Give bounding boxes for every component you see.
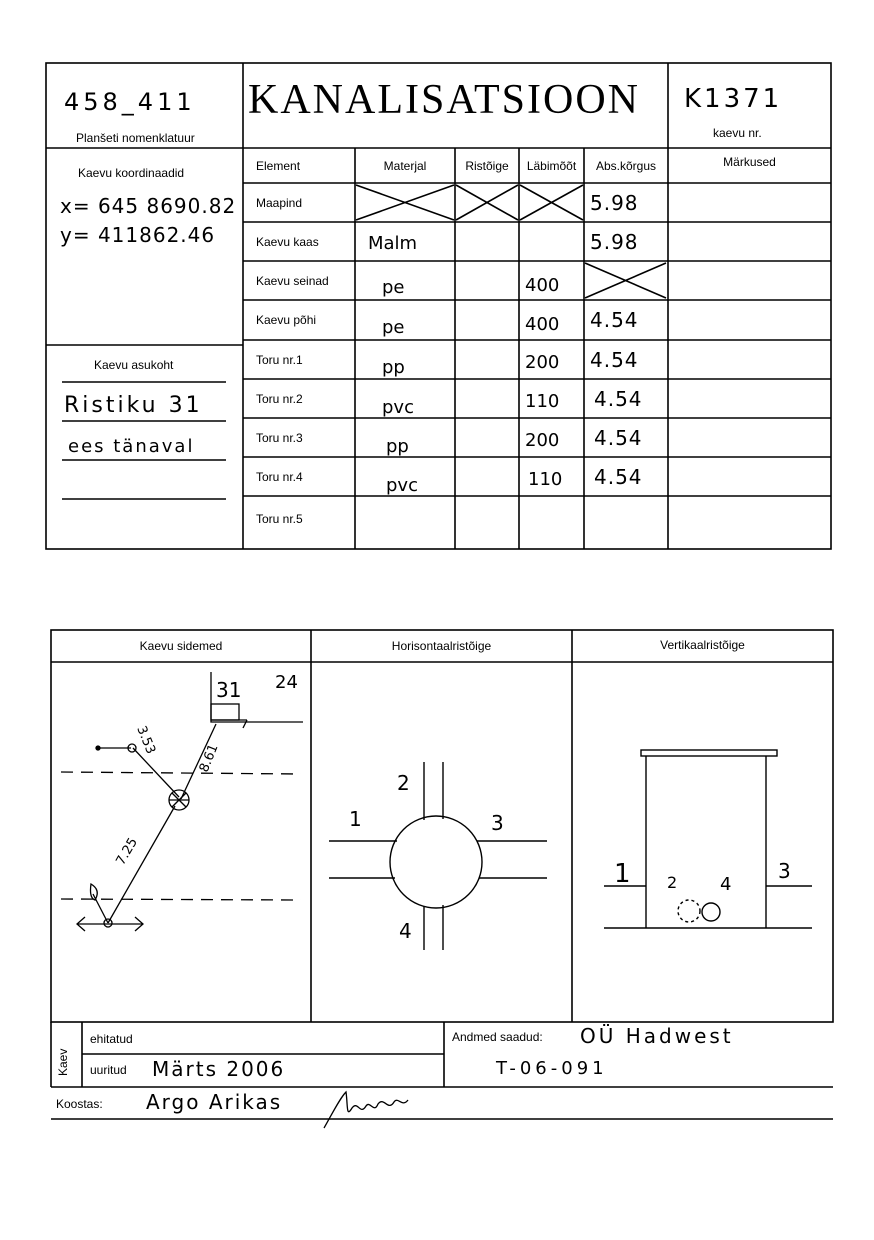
row-height: 4.54	[594, 425, 643, 450]
coordinate-x: x= 645 8690.82	[60, 194, 237, 218]
surveyed-value: Märts 2006	[152, 1057, 286, 1081]
horizontal-section-sketch	[311, 662, 572, 1022]
row-diameter: 110	[525, 391, 560, 412]
coordinate-y: y= 411862.46	[60, 223, 216, 247]
row-diameter: 200	[525, 430, 560, 451]
row-element: Toru nr.3	[256, 430, 303, 445]
row-element: Toru nr.2	[256, 391, 303, 406]
tie-line	[108, 806, 175, 923]
location-label: Kaevu asukoht	[94, 358, 174, 372]
row-diameter: 400	[525, 274, 560, 296]
building-marker	[211, 704, 239, 720]
built-label: ehitatud	[90, 1032, 133, 1046]
row-height: 4.54	[594, 464, 643, 489]
pipe-label-1: 1	[349, 807, 362, 831]
row-diameter: 400	[525, 313, 560, 335]
house-number: 31	[216, 678, 242, 702]
row-element: Toru nr.1	[256, 352, 303, 367]
vertical-pipe-label-1: 1	[614, 859, 631, 889]
row-element: Kaevu põhi	[256, 313, 317, 327]
coordinates-label: Kaevu koordinaadid	[78, 166, 185, 180]
row-material: pe	[382, 277, 405, 298]
vertical-pipe-label-2: 2	[667, 873, 678, 892]
street-edge-line	[61, 899, 301, 900]
vertical-section-label: Vertikaalristõige	[660, 638, 745, 652]
header-section: Ristõige	[465, 158, 509, 173]
row-material: pp	[382, 357, 405, 378]
page-title: KANALISATSIOON	[248, 77, 640, 123]
row-diameter: 200	[525, 352, 560, 373]
side-label: Kaev	[56, 1048, 70, 1076]
ties-section-label: Kaevu sidemed	[139, 639, 223, 653]
header-material: Materjal	[383, 158, 427, 173]
pipe-circle	[702, 903, 720, 921]
data-source-value-1: OÜ Hadwest	[580, 1024, 734, 1048]
row-height: 4.54	[590, 308, 639, 332]
well-number-label: kaevu nr.	[713, 126, 762, 140]
location-line-2: ees tänaval	[68, 436, 195, 457]
manhole-icon	[169, 790, 189, 810]
vertical-pipe-label-3: 3	[778, 859, 791, 883]
pipe-label-4: 4	[399, 919, 412, 943]
row-element: Kaevu seinad	[256, 273, 329, 288]
header-height: Abs.kõrgus	[595, 158, 657, 173]
row-height: 5.98	[590, 190, 639, 215]
row-element: Kaevu kaas	[256, 234, 319, 249]
row-material: pe	[382, 316, 405, 338]
row-height: 4.54	[590, 347, 639, 372]
header-element: Element	[256, 158, 301, 173]
tie-distance-1: 3.53	[133, 723, 159, 757]
row-height: 5.98	[590, 229, 639, 254]
surveyed-label: uuritud	[90, 1063, 127, 1077]
row-material: pvc	[386, 475, 418, 496]
manhole-cover	[641, 750, 777, 756]
compiler-value: Argo Arikas	[146, 1090, 283, 1114]
row-element: Toru nr.4	[256, 469, 303, 484]
header-notes: Märkused	[723, 155, 776, 169]
pipe-label-2: 2	[397, 771, 410, 795]
pipe-label-3: 3	[491, 811, 504, 835]
data-source-label: Andmed saadud:	[452, 1030, 543, 1044]
header-diameter: Läbimõõt	[526, 158, 577, 173]
data-source-value-2: T-06-091	[496, 1058, 608, 1079]
nomenclature-label: Planšeti nomenklatuur	[76, 131, 195, 145]
well-number-value: K1371	[684, 84, 783, 114]
vertical-pipe-label-4: 4	[720, 874, 732, 895]
row-material: pvc	[382, 397, 414, 418]
pipe-circle-dashed	[678, 900, 700, 922]
compiler-label: Koostas:	[56, 1097, 103, 1111]
tie-point	[96, 746, 100, 750]
row-material: Malm	[368, 233, 418, 254]
row-diameter: 110	[528, 469, 563, 490]
row-height: 4.54	[594, 386, 643, 411]
row-material: pp	[386, 436, 409, 457]
house-number-2: 24	[275, 672, 298, 693]
nomenclature-value: 458_411	[64, 88, 196, 116]
north-arrow-icon	[77, 884, 143, 931]
horizontal-section-label: Horisontaalristõige	[391, 639, 492, 653]
ties-sketch	[51, 662, 311, 1022]
row-element: Maapind	[256, 195, 303, 210]
street-edge-line	[61, 772, 301, 774]
manhole-circle	[390, 816, 482, 908]
location-line-1: Ristiku 31	[64, 393, 203, 418]
tie-distance-2: 8.61	[196, 742, 222, 775]
vertical-section-sketch	[572, 662, 833, 1022]
signature	[318, 1086, 414, 1134]
row-element: Toru nr.5	[256, 511, 303, 526]
tie-distance-3: 7.25	[113, 835, 141, 868]
